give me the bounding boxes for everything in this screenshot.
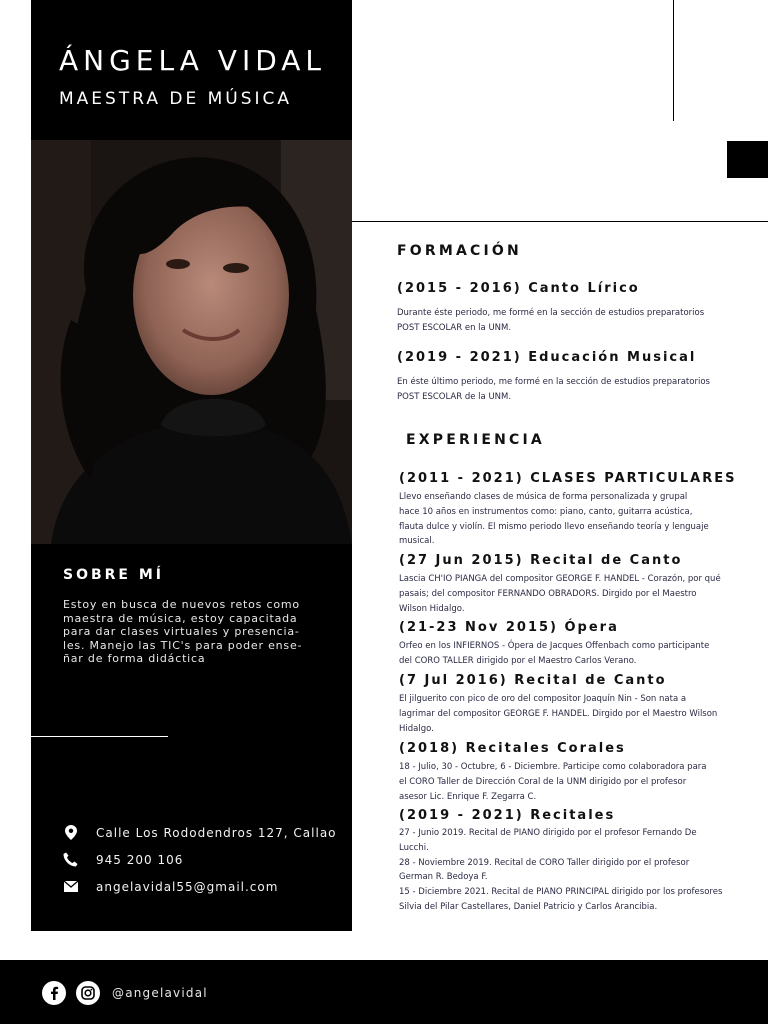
person-role: MAESTRA DE MÚSICA [59, 89, 293, 109]
contact-email [63, 879, 278, 894]
entry-line: asesor Lic. Enrique F. Zegarra C. [399, 791, 537, 802]
about-text [63, 598, 331, 666]
entry-line: lagrimar del compositor GEORGE F. HANDEL. Dirgido por el Maestro Wilson [399, 708, 718, 719]
about-line: les. Manejo las TIC's para poder ense- [63, 638, 303, 652]
experiencia-entry-text [399, 639, 739, 669]
formacion-title: FORMACIÓN [397, 243, 522, 259]
experiencia-entry-text [399, 490, 739, 549]
entry-line: flauta dulce y violín. El mismo periodo llevo enseñando teoría y lenguaje [399, 521, 709, 532]
location-pin-icon [63, 825, 78, 840]
entry-line: 18 - Julio, 30 - Octubre, 6 - Diciembre. Participe como colaboradora para [399, 762, 707, 772]
experiencia-entry-title: (2018) Recitales Corales [399, 741, 626, 756]
about-line: para dar clases virtuales y presencia- [63, 625, 300, 638]
entry-line: German R. Bedoya F. [399, 872, 488, 883]
experiencia-entry-title: (2011 - 2021) CLASES PARTICULARES [399, 471, 737, 486]
instagram-icon[interactable] [76, 981, 100, 1005]
entry-line: Lucchi. [399, 842, 429, 853]
entry-line: Lascia CH'IO PIANGA del compositor GEORGE F. HANDEL - Corazón, por qué [399, 574, 721, 584]
phone-icon [63, 852, 78, 867]
decorative-horizontal-line [352, 221, 768, 222]
address-text: Calle Los Rododendros 127, Callao [96, 825, 337, 840]
about-title: SOBRE MÍ [63, 567, 165, 583]
formacion-entry-title: (2015 - 2016) Canto Lírico [397, 281, 640, 296]
entry-line: POST ESCOLAR en la UNM. [397, 322, 512, 333]
entry-line: pasais; del compositor FERNANDO OBRADORS. Dirgido por el Maestro [399, 588, 697, 599]
experiencia-entry-text [399, 692, 739, 736]
entry-line: Silvia del Pilar Castellares, Daniel Patricio y Carlos Arancibia. [399, 901, 658, 912]
experiencia-entry-title: (27 Jun 2015) Recital de Canto [399, 553, 683, 568]
sidebar-divider [31, 736, 168, 737]
entry-line: 15 - Diciembre 2021. Recital de PIANO PRINCIPAL dirigido por los profesores [399, 887, 723, 898]
entry-line: el CORO Taller de Dirección Coral de la UNM dirigido por el profesor [399, 776, 687, 787]
experiencia-entry-text [399, 760, 739, 804]
email-text: angelavidal55@gmail.com [96, 879, 279, 894]
about-line: ñar de forma didáctica [63, 652, 206, 665]
formacion-entry-text [397, 306, 737, 336]
sidebar [31, 0, 352, 931]
person-name: ÁNGELA VIDAL [59, 44, 327, 77]
experiencia-entry-title: (2019 - 2021) Recitales [399, 808, 616, 823]
social-links [42, 981, 208, 1005]
experiencia-entry-title: (7 Jul 2016) Recital de Canto [399, 673, 667, 688]
entry-line: POST ESCOLAR de la UNM. [397, 391, 512, 402]
entry-line: Orfeo en los INFIERNOS - Ópera de Jacques Offenbach como participante [399, 641, 710, 651]
entry-line: 28 - Noviembre 2019. Recital de CORO Taller dirigido por el profesor [399, 857, 690, 868]
contact-address [63, 825, 337, 840]
entry-line: musical. [399, 536, 435, 547]
entry-line: El jilguerito con pico de oro del compositor Joaquín Nin - Son nata a [399, 694, 687, 704]
entry-line: Llevo enseñando clases de música de forma personalizada y grupal [399, 492, 688, 502]
entry-line: Durante éste periodo, me formé en la sección de estudios preparatorios [397, 308, 705, 318]
profile-photo [31, 140, 352, 544]
formacion-entry-title: (2019 - 2021) Educación Musical [397, 350, 697, 365]
experiencia-entry-text [399, 826, 739, 915]
envelope-icon [63, 879, 78, 894]
entry-line: Hidalgo. [399, 723, 434, 734]
experiencia-entry-title: (21-23 Nov 2015) Ópera [399, 620, 619, 635]
decorative-square [727, 141, 768, 178]
entry-line: Wilson Hidalgo. [399, 603, 465, 614]
decorative-vertical-line [673, 0, 674, 121]
social-handle[interactable]: @angelavidal [112, 986, 208, 1000]
entry-line: del CORO TALLER dirigido por el Maestro Carlos Verano. [399, 655, 637, 666]
entry-line: 27 - Junio 2019. Recital de PIANO dirigido por el profesor Fernando De [399, 828, 697, 838]
about-line: maestra de música, estoy capacitada [63, 611, 298, 625]
experiencia-entry-text [399, 572, 739, 616]
contact-phone [63, 852, 183, 867]
experiencia-title: EXPERIENCIA [406, 432, 545, 448]
entry-line: En éste último periodo, me formé en la sección de estudios preparatorios [397, 377, 710, 387]
entry-line: hace 10 años en instrumentos como: piano, canto, guitarra acústica, [399, 506, 693, 517]
formacion-entry-text [397, 375, 737, 405]
phone-text: 945 200 106 [96, 852, 184, 867]
facebook-icon[interactable] [42, 981, 66, 1005]
about-line: Estoy en busca de nuevos retos como [63, 598, 300, 611]
